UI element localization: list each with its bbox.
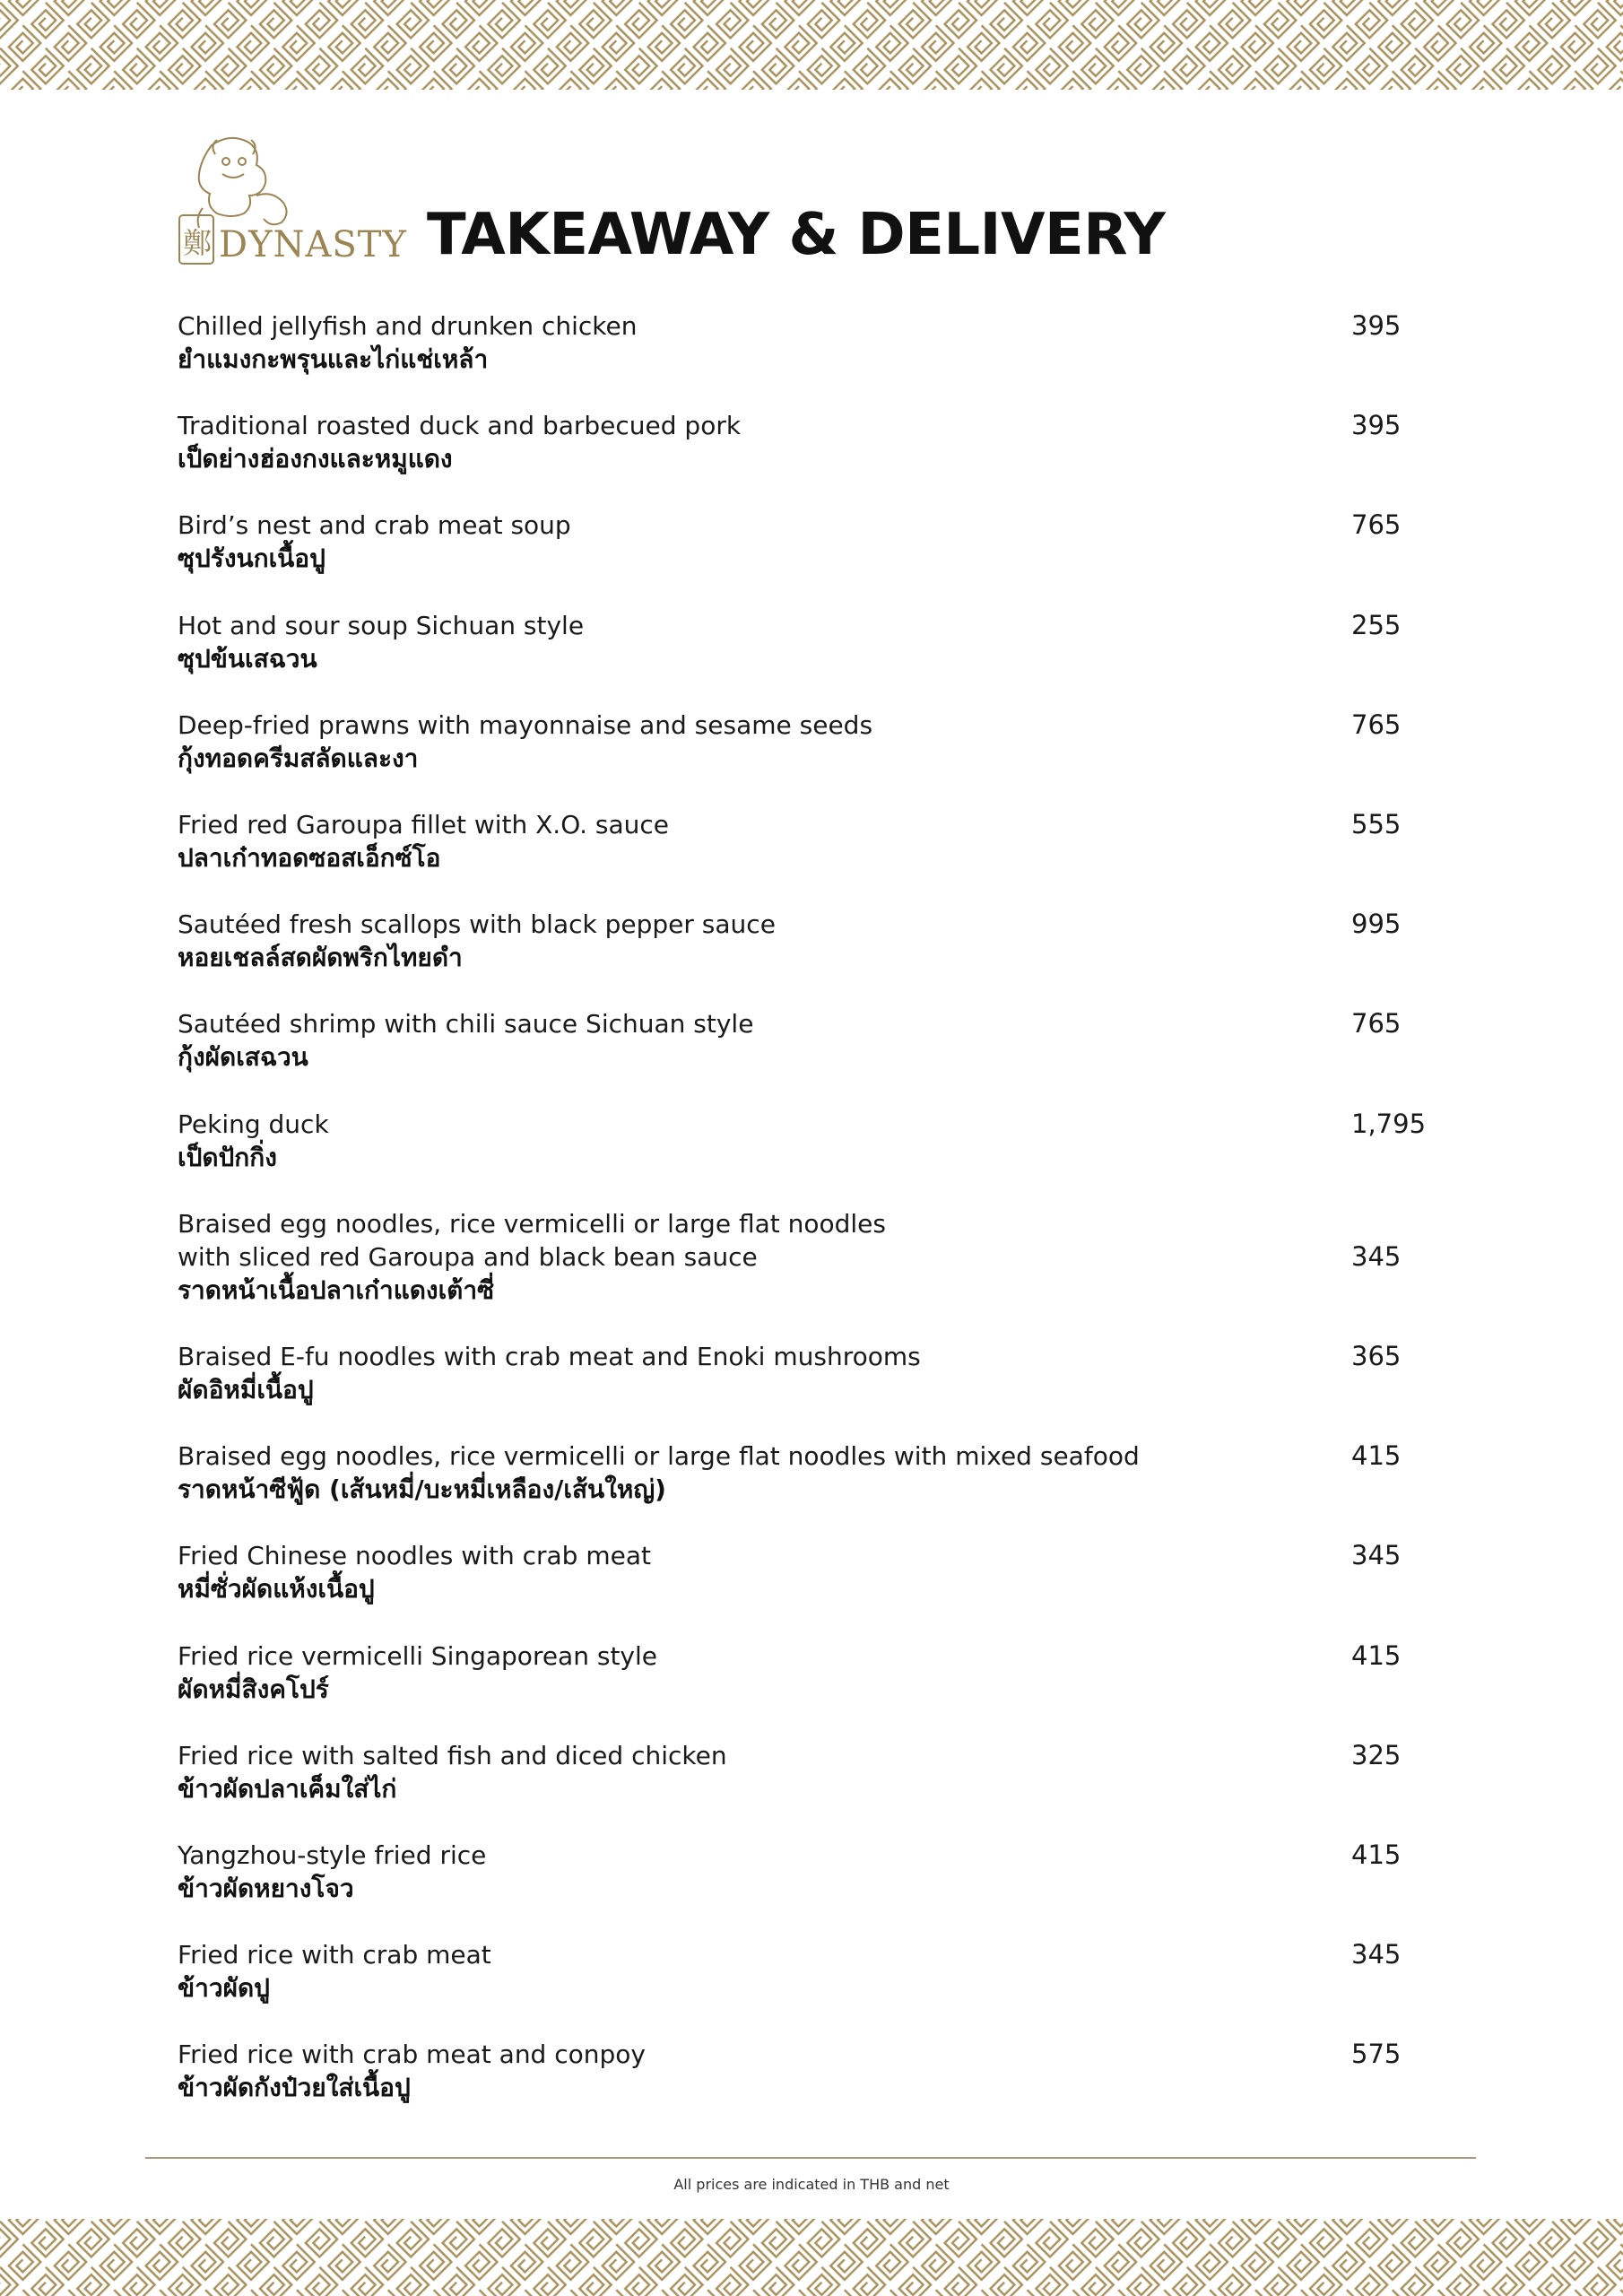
dish-name-en: Braised egg noodles, rice vermicelli or large flat noodles with mixed seafood: [178, 1441, 1140, 1471]
menu-item: [178, 808, 1451, 889]
dish-name-en: Fried rice with salted fish and diced chicken: [178, 1741, 727, 1770]
menu-item: [178, 1739, 1451, 1820]
dish-price: 365: [1351, 1341, 1402, 1371]
dish-price: 415: [1351, 1640, 1402, 1671]
dish-name-th: ผัดอิหมี่เนื้อปู: [178, 1375, 314, 1405]
dish-name-en: Bird’s nest and crab meat soup: [178, 510, 571, 540]
dish-name-th: เป็ดย่างฮ่องกงและหมูแดง: [178, 444, 453, 474]
menu-item: [178, 709, 1451, 789]
dish-name-th: ผัดหมี่สิงคโปร์: [178, 1674, 329, 1704]
dish-name-en: Fried rice with crab meat: [178, 1940, 491, 1970]
menu-item: [178, 509, 1451, 589]
dish-price: 345: [1351, 1241, 1402, 1272]
dish-name-th: กุ้งทอดครีมสลัดและงา: [178, 744, 419, 773]
dynasty-logo: [176, 127, 407, 271]
dish-price: 1,795: [1351, 1109, 1427, 1139]
dish-price: 575: [1351, 2039, 1402, 2069]
dish-name-th: หอยเชลล์สดผัดพริกไทยดำ: [178, 943, 463, 972]
menu-item: [178, 309, 1451, 390]
dish-name-en: Traditional roasted duck and barbecued pork: [178, 411, 742, 440]
dish-name-th: ข้าวผัดหยางโจว: [178, 1874, 354, 1903]
dish-name-th: ซุปรังนกเนื้อปู: [178, 544, 325, 573]
menu-item: [178, 908, 1451, 988]
dish-name-th: เป็ดปักกิ่ง: [178, 1143, 277, 1172]
fret-pattern: [0, 2219, 1623, 2296]
dish-name-en: Fried rice vermicelli Singaporean style: [178, 1641, 658, 1671]
dish-name-en: Fried red Garoupa fillet with X.O. sauce: [178, 810, 670, 839]
fret-pattern: [0, 0, 1623, 90]
menu-item: [178, 609, 1451, 690]
dish-price: 555: [1351, 809, 1402, 839]
dish-name-en: Sautéed shrimp with chili sauce Sichuan style: [178, 1009, 754, 1039]
dish-name-th: หมี่ซั่วผัดแห้งเนื้อปู: [178, 1574, 375, 1604]
menu-item: [178, 1639, 1451, 1720]
dish-price: 765: [1351, 509, 1402, 540]
dish-name-th: ราดหน้าเนื้อปลาเก๋าแดงเต้าซี่: [178, 1275, 495, 1305]
menu-item: [178, 1539, 1451, 1620]
dish-price: 345: [1351, 1540, 1402, 1570]
page-title: TAKEAWAY & DELIVERY: [427, 202, 1166, 268]
menu-item: [178, 1839, 1451, 1919]
logo-wordmark: DYNASTY: [219, 224, 407, 265]
dish-price: 255: [1351, 610, 1402, 640]
menu-item: [178, 409, 1451, 490]
dish-price: 325: [1351, 1740, 1402, 1770]
menu-item: [178, 1439, 1451, 1520]
dish-name-en: Deep-fried prawns with mayonnaise and sesame seeds: [178, 710, 873, 740]
bottom-pattern-band: [0, 2219, 1623, 2296]
dish-name-th: ราดหน้าซีฟู้ด (เส้นหมี่/บะหมี่เหลือง/เส้นใหญ่): [178, 1474, 666, 1504]
dish-name-en: Braised E-fu noodles with crab meat and Enoki mushrooms: [178, 1342, 921, 1371]
dish-name-en: Yangzhou-style fried rice: [178, 1840, 487, 1870]
dish-price: 395: [1351, 310, 1402, 341]
menu-item: [178, 1007, 1451, 1088]
dish-name-th: ซุปข้นเสฉวน: [178, 644, 317, 674]
dish-name-en-line2: with sliced red Garoupa and black bean sauce: [178, 1242, 758, 1272]
dish-price: 765: [1351, 1008, 1402, 1039]
dish-name-en: Peking duck: [178, 1109, 329, 1139]
dish-name-th: กุ้งผัดเสฉวน: [178, 1042, 308, 1072]
dish-name-th: ข้าวผัดปลาเค็มใส่ไก่: [178, 1774, 397, 1804]
logo-chinese-mark: 鄭: [183, 226, 213, 260]
dish-name-en: Hot and sour soup Sichuan style: [178, 611, 585, 640]
dish-price: 345: [1351, 1939, 1402, 1970]
dish-price: 395: [1351, 410, 1402, 440]
dish-name-en: Chilled jellyfish and drunken chicken: [178, 311, 638, 341]
menu-item: [178, 2038, 1451, 2118]
menu-item: [178, 1108, 1451, 1188]
dish-name-th: ข้าวผัดปู: [178, 1973, 270, 2003]
menu-item: [178, 1938, 1451, 2019]
dish-name-en: Fried Chinese noodles with crab meat: [178, 1541, 651, 1570]
dish-name-th: ปลาเก๋าทอดซอสเอ็กซ์โอ: [178, 843, 441, 873]
dish-name-th: ยำแมงกะพรุนและไก่แช่เหล้า: [178, 344, 489, 374]
dish-name-th: ข้าวผัดกังป๋วยใส่เนื้อปู: [178, 2073, 411, 2102]
menu-item: [178, 1207, 1451, 1320]
dish-price: 765: [1351, 709, 1402, 740]
footer-divider: [145, 2157, 1476, 2159]
dish-name-en: Braised egg noodles, rice vermicelli or large flat noodles: [178, 1209, 886, 1239]
dish-price: 415: [1351, 1440, 1402, 1471]
dish-name-en: Sautéed fresh scallops with black pepper sauce: [178, 909, 776, 939]
top-pattern-band: [0, 0, 1623, 90]
dish-price: 415: [1351, 1839, 1402, 1870]
dish-price: 995: [1351, 909, 1402, 939]
dish-name-en: Fried rice with crab meat and conpoy: [178, 2039, 646, 2069]
menu-item: [178, 1340, 1451, 1421]
price-note: All prices are indicated in THB and net: [673, 2176, 950, 2193]
